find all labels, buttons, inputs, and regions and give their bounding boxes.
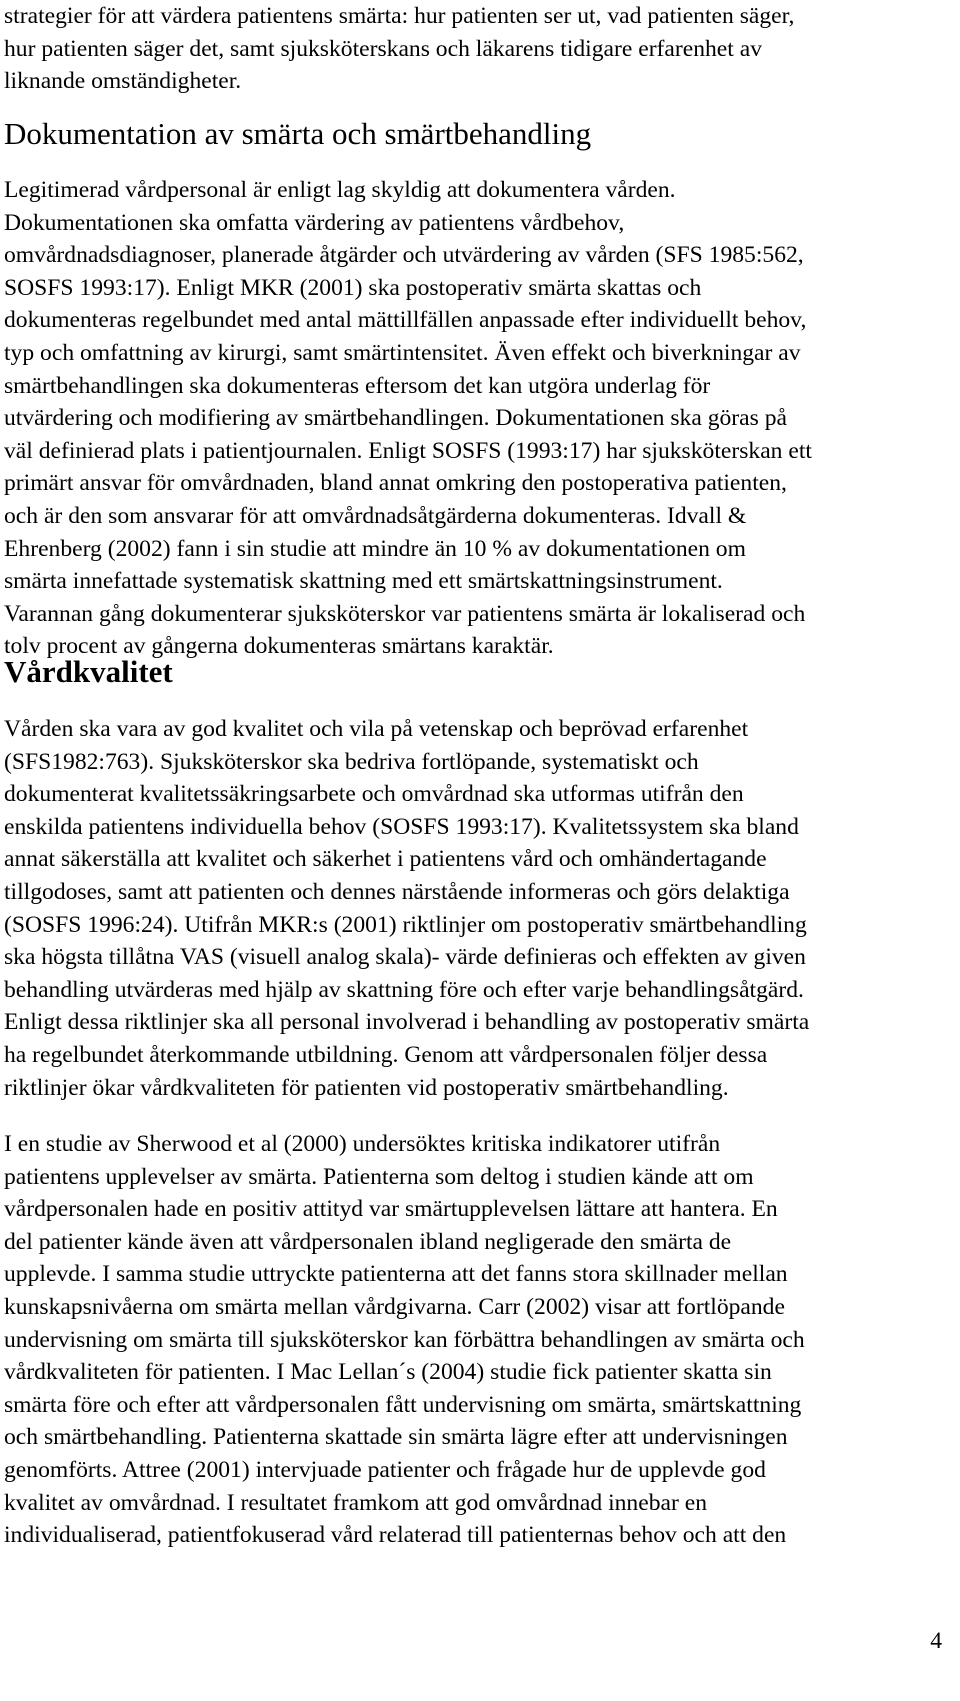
text-line: patientens upplevelser av smärta. Patienterna som deltog i studien kände att om [4,1163,754,1190]
text-line: smärta innefattade systematisk skattning med ett smärtskattningsinstrument. [4,568,723,595]
text-line: och smärtbehandling. Patienterna skattade sin smärta lägre efter att undervisningen [4,1424,788,1451]
text-line: Legitimerad vårdpersonal är enligt lag skyldig att dokumentera vården. [4,177,676,203]
text-line: I en studie av Sherwood et al (2000) undersöktes kritiska indikatorer utifrån [4,1131,721,1157]
text-line: hur patienten säger det, samt sjuksköterskans och läkarens tidigare erfarenhet av [4,35,762,62]
text-line: Dokumentationen ska omfatta värdering av patientens vårdbehov, [4,209,625,236]
text-line: dokumenteras regelbundet med antal mättillfällen anpassade efter individuellt behov, [4,307,807,334]
text-line: Enligt dessa riktlinjer ska all personal involverad i behandling av postoperativ smärta [4,1009,810,1036]
text-line: SOSFS 1993:17). Enligt MKR (2001) ska postoperativ smärta skattas och [4,274,702,301]
text-line: undervisning om smärta till sjuksköterskor kan förbättra behandlingen av smärta och [4,1326,805,1353]
text-line: Varannan gång dokumenterar sjuksköterskor var patientens smärta är lokaliserad och [4,600,806,627]
text-line: vårdkvaliteten för patienten. I Mac Lellan´s (2004) studie fick patienter skatta sin [4,1359,772,1386]
text-line: Vården ska vara av god kvalitet och vila på vetenskap och beprövad erfarenhet [4,716,749,742]
text-line: enskilda patientens individuella behov (SOSFS 1993:17). Kvalitetssystem ska bland [4,813,799,840]
text-line: kunskapsnivåerna om smärta mellan vårdgivarna. Carr (2002) visar att fortlöpande [4,1293,785,1320]
text-line: strategier för att värdera patientens smärta: hur patienten ser ut, vad patienten säger, [4,3,795,29]
text-line: typ och omfattning av kirurgi, samt smärtintensitet. Även effekt och biverkningar av [4,339,801,366]
text-line: omvårdnadsdiagnoser, planerade åtgärder och utvärdering av vården (SFS 1985:562, [4,242,804,269]
text-line: smärtbehandlingen ska dokumenteras eftersom det kan utgöra underlag för [4,372,711,399]
text-line: utvärdering och modifiering av smärtbehandlingen. Dokumentationen ska göras på [4,405,787,432]
text-line: Ehrenberg (2002) fann i sin studie att mindre än 10 % av dokumentationen om [4,535,746,562]
quality-paragraph-2 [4,1128,944,1552]
text-line: vårdpersonalen hade en positiv attityd var smärtupplevelsen lättare att hantera. En [4,1196,778,1223]
documentation-paragraph [4,174,944,663]
text-line: och är den som ansvarar för att omvårdnadsåtgärderna dokumenteras. Idvall & [4,502,747,529]
text-line: ska högsta tillåtna VAS (visuell analog skala)- värde definieras och effekten av given [4,944,806,971]
text-line: tillgodoses, samt att patienten och dennes närstående informeras och görs delaktiga [4,878,790,905]
text-line: upplevde. I samma studie uttryckte patienterna att det fanns stora skillnader mellan [4,1261,788,1288]
text-line: del patienter kände även att vårdpersonalen ibland negligerade den smärta de [4,1228,732,1255]
text-line: genomförts. Attree (2001) intervjuade patienter och frågade hur de upplevde god [4,1456,766,1483]
quality-paragraph-1 [4,713,944,1104]
section-heading-documentation: Dokumentation av smärta och smärtbehandling [4,116,592,151]
text-line: behandling utvärderas med hjälp av skattning före och efter varje behandlingsåtgärd. [4,976,804,1003]
text-line: annat säkerställa att kvalitet och säkerhet i patientens vård och omhändertagande [4,846,767,873]
text-line: primärt ansvar för omvårdnaden, bland annat omkring den postoperativa patienten, [4,470,787,497]
text-line: ha regelbundet återkommande utbildning. Genom att vårdpersonalen följer dessa [4,1041,768,1068]
text-line: liknande omständigheter. [4,68,242,95]
page-number: 4 [930,1628,942,1654]
text-line: smärta före och efter att vårdpersonalen fått undervisning om smärta, smärtskattning [4,1391,802,1418]
text-line: riktlinjer ökar vårdkvaliteten för patienten vid postoperativ smärtbehandling. [4,1074,729,1101]
text-line: kvalitet av omvårdnad. I resultatet framkom att god omvårdnad innebar en [4,1489,707,1516]
text-line: (SOSFS 1996:24). Utifrån MKR:s (2001) riktlinjer om postoperativ smärtbehandling [4,911,807,938]
intro-paragraph [4,0,944,98]
text-line: (SFS1982:763). Sjuksköterskor ska bedriva fortlöpande, systematiskt och [4,748,699,775]
text-line: väl definierad plats i patientjournalen. Enligt SOSFS (1993:17) har sjuksköterskan ett [4,437,812,464]
text-line: dokumenterat kvalitetssäkringsarbete och omvårdnad ska utformas utifrån den [4,781,744,808]
text-line: tolv procent av gångerna dokumenteras smärtans karaktär. [4,633,554,660]
text-line: individualiserad, patientfokuserad vård relaterad till patienternas behov och att den [4,1522,787,1549]
section-heading-quality: Vårdkvalitet [4,654,173,689]
